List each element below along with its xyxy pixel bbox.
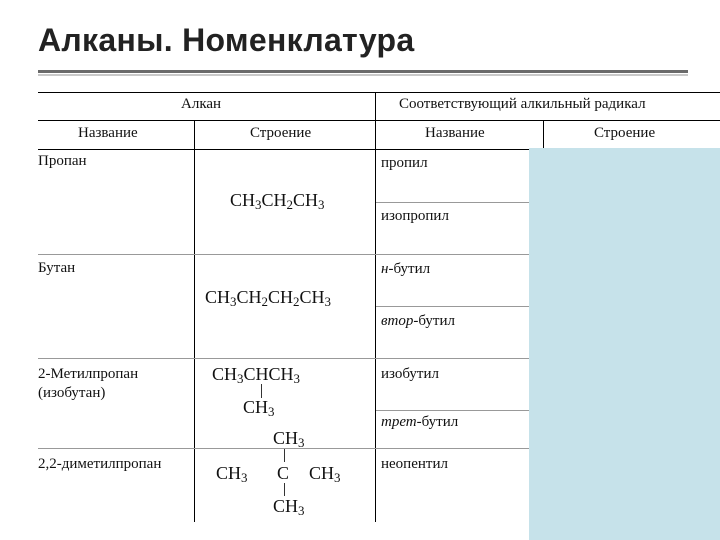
formula-dimethylpropane-top: $CH_3$ xyxy=(273,428,305,451)
formula-dimethylpropane-right: $CH_3$ xyxy=(309,463,341,486)
bond-line xyxy=(284,449,285,462)
alkane-name-dimethylpropane: 2,2-диметилпропан xyxy=(38,456,162,472)
formula-dimethylpropane-bottom: $CH_3$ xyxy=(273,496,305,519)
row-divider xyxy=(376,202,529,203)
formula-methylpropane: $CH_3CHCH_3$ xyxy=(212,364,300,387)
radical-structure-panel xyxy=(529,148,720,540)
alkane-name-propane: Пропан xyxy=(38,153,87,169)
row-divider xyxy=(376,410,529,411)
row-divider xyxy=(194,254,529,255)
row-divider xyxy=(194,358,529,359)
header-radical-structure: Строение xyxy=(594,125,656,141)
alkane-name-isobutane: (изобутан) xyxy=(38,385,106,401)
header-radical-name: Название xyxy=(425,125,485,141)
header-alkane: Алкан xyxy=(181,96,222,112)
header-divider xyxy=(38,120,720,121)
alkane-name-methylpropane: 2-Метилпропан xyxy=(38,366,139,382)
row-divider xyxy=(38,358,195,359)
column-divider-structure xyxy=(194,121,195,522)
row-divider xyxy=(38,254,195,255)
title-underline-shadow xyxy=(38,74,688,76)
radical-isobutyl: изобутил xyxy=(381,366,439,382)
row-divider xyxy=(376,306,529,307)
header-structure: Строение xyxy=(250,125,312,141)
radical-tert-butyl: трет-бутил xyxy=(381,414,459,430)
formula-propane: $CH_3CH_2CH_3$ xyxy=(230,190,325,213)
radical-neopentyl: неопентил xyxy=(381,456,448,472)
formula-methylpropane-branch: $CH_3$ xyxy=(243,397,275,420)
header-radical: Соответствующий алкильный радикал xyxy=(399,96,646,112)
bond-line xyxy=(284,483,285,496)
row-divider xyxy=(194,448,529,449)
column-divider-radical xyxy=(543,121,544,149)
bond-line xyxy=(261,384,262,398)
header-name: Название xyxy=(78,125,138,141)
radical-n-butyl: н-бутил xyxy=(381,261,431,277)
alkane-name-butane: Бутан xyxy=(38,260,76,276)
title-underline xyxy=(38,70,688,73)
formula-dimethylpropane-left: $CH_3$ xyxy=(216,463,248,486)
formula-butane: $CH_3CH_2CH_2CH_3$ xyxy=(205,287,331,310)
radical-sec-butyl: втор-бутил xyxy=(381,313,455,329)
row-divider xyxy=(38,448,195,449)
formula-dimethylpropane-center: C xyxy=(277,463,290,483)
radical-isopropyl: изопропил xyxy=(381,208,449,224)
page-title: Алканы. Номенклатура xyxy=(38,22,415,58)
column-divider-main xyxy=(375,92,376,522)
table-top-border xyxy=(38,92,720,93)
radical-propyl: пропил xyxy=(381,155,428,171)
